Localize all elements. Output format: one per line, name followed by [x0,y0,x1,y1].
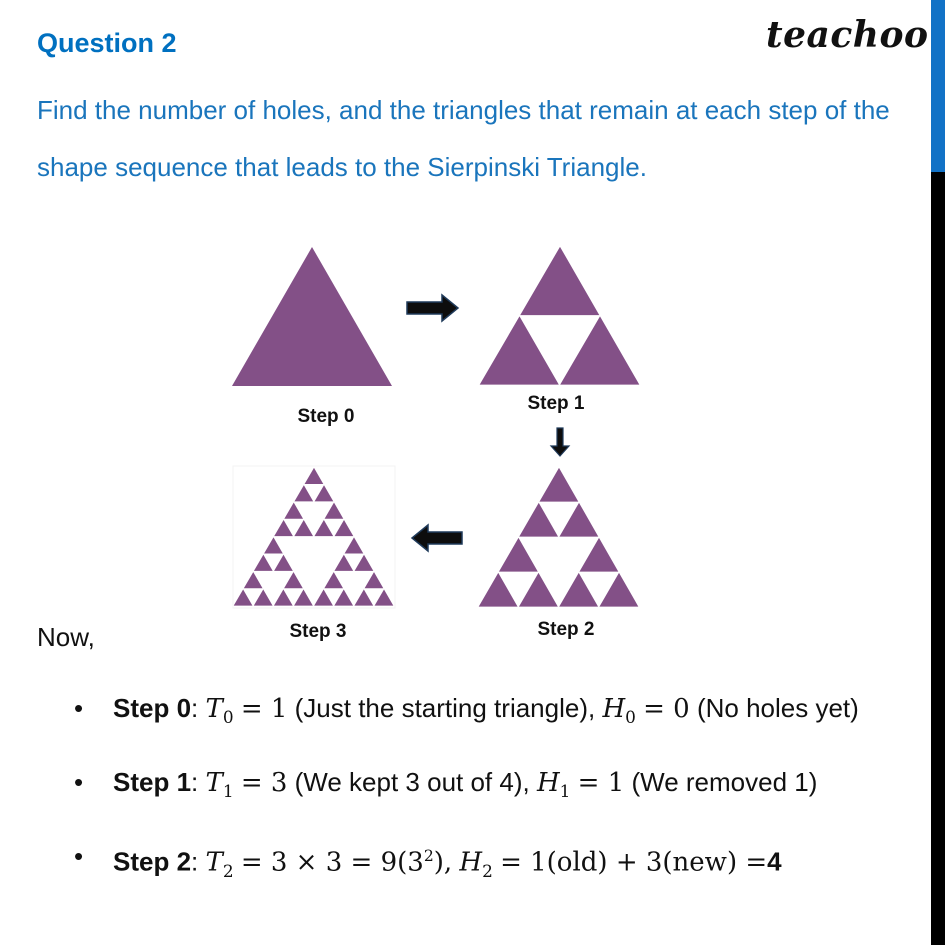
sub-triangle [599,572,639,607]
sub-triangle [520,246,601,316]
sub-triangle [478,572,518,607]
bullet-label: Step 2 [113,847,192,878]
sub-triangle [579,537,619,572]
step-1-triangles [479,246,640,385]
sub-triangle [498,537,538,572]
right-arrow-icon [407,295,458,321]
sub-triangle [559,572,599,607]
step-2-label: Step 2 [537,619,595,640]
teachoo-logo: teachoo [766,14,929,56]
sub-triangle [518,572,558,607]
list-item-step-1: • Step 1: $T_1 = 3$ (We kept 3 out of 4), $H_1 = 1$ (We removed 1) [70,754,910,820]
step-1-label: Step 1 [527,393,585,414]
sub-triangle [519,502,559,537]
sub-triangle [559,502,599,537]
sub-triangle [539,467,579,502]
step-0-label: Step 0 [297,406,355,427]
sub-triangle [479,316,560,386]
list-item-step-0: • Step 0: $T_0 = 1$ (Just the starting triangle), $H_0 = 0$ (No holes yet) [70,680,910,746]
left-arrow-icon [412,525,462,551]
step-3-label: Step 3 [289,621,347,642]
step-2-triangles [478,467,639,607]
down-arrow-icon [551,428,569,456]
list-item-step-2: • Step 2: $T_2 = 3 \times 3 = 9(3^2)$, $H_2 = 1(old) + 3(new) =4$ [70,828,910,900]
sub-triangle [560,316,641,386]
step-list [70,680,910,908]
bullet-label: Step 0 [113,693,192,723]
question-title: Question 2 [37,28,177,58]
bullet-label: Step 1 [113,767,192,798]
step-0-triangle [232,247,392,386]
now-label: Now, [37,622,95,652]
question-text: Find the number of holes, and the triangles that remain at each step of the shape sequence that leads to the Sierpinski Triangle. [37,95,890,182]
